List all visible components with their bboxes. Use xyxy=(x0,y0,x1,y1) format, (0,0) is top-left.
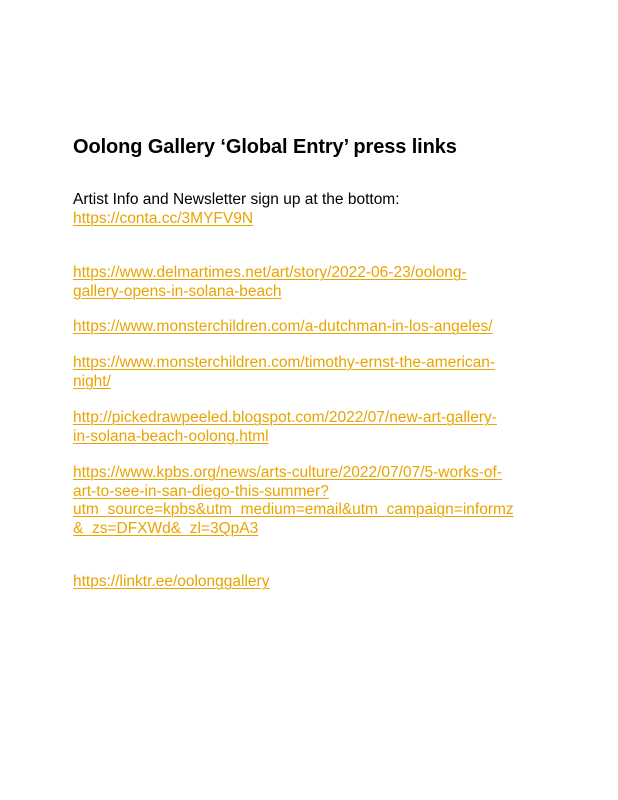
link-line[interactable]: https://www.monsterchildren.com/timothy-ernst-the-american- xyxy=(73,354,496,371)
link-line[interactable]: https://linktr.ee/oolonggallery xyxy=(73,573,270,590)
link-line[interactable]: utm_source=kpbs&utm_medium=email&utm_campaign=informz xyxy=(73,501,514,518)
intro-text: Artist Info and Newsletter sign up at the bottom: xyxy=(73,191,400,208)
page-title: Oolong Gallery ‘Global Entry’ press links xyxy=(73,136,457,158)
link-line[interactable]: https://www.delmartimes.net/art/story/2022-06-23/oolong- xyxy=(73,264,467,281)
link-line[interactable]: &_zs=DFXWd&_zl=3QpA3 xyxy=(73,519,259,537)
link-line[interactable]: art-to-see-in-san-diego-this-summer? xyxy=(73,482,329,500)
press-link-monsterchildren-ernst xyxy=(73,354,553,391)
intro-section xyxy=(73,191,400,228)
press-link-monsterchildren-dutchman xyxy=(73,318,553,337)
press-link-linktree xyxy=(73,573,553,592)
press-link-kpbs xyxy=(73,464,553,538)
press-link-pickedrawpeeled xyxy=(73,409,553,446)
link-line[interactable]: in-solana-beach-oolong.html xyxy=(73,427,269,445)
link-line[interactable]: gallery-opens-in-solana-beach xyxy=(73,282,282,300)
newsletter-link[interactable]: https://conta.cc/3MYFV9N xyxy=(73,209,254,227)
link-line[interactable]: https://www.monsterchildren.com/a-dutchman-in-los-angeles/ xyxy=(73,318,493,335)
link-line[interactable]: https://www.kpbs.org/news/arts-culture/2022/07/07/5-works-of- xyxy=(73,464,503,481)
press-link-delmartimes xyxy=(73,264,553,301)
link-line[interactable]: night/ xyxy=(73,372,111,390)
link-line[interactable]: http://pickedrawpeeled.blogspot.com/2022/07/new-art-gallery- xyxy=(73,409,497,426)
